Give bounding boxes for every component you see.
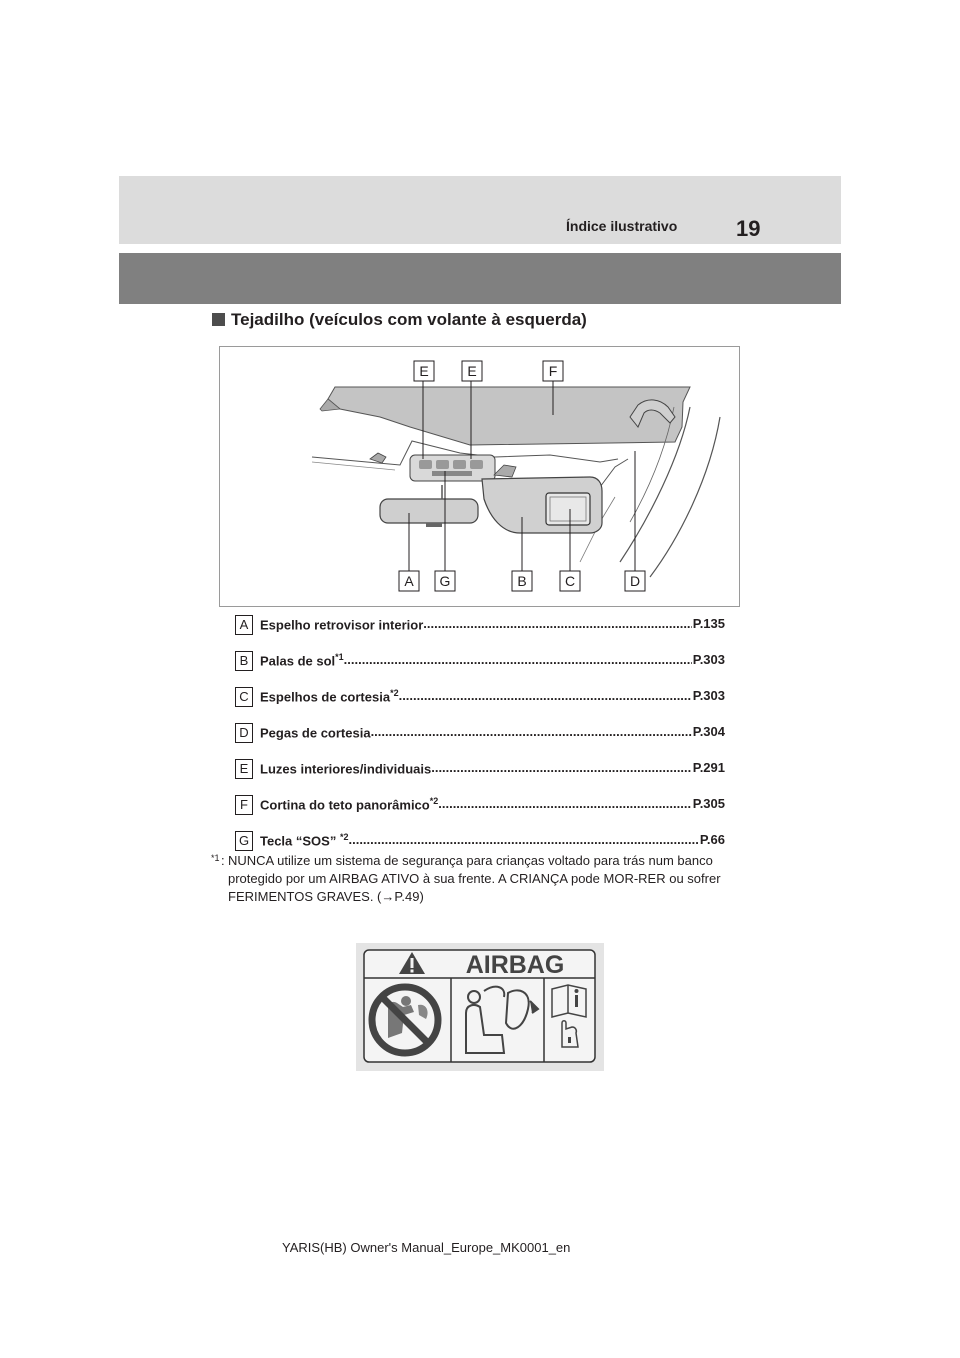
legend-label-text: Luzes interiores/individuais [260,761,432,777]
legend-sup: *2 [429,796,439,806]
airbag-title: AIRBAG [465,951,565,979]
leader-dots [371,724,692,740]
page-ref-link[interactable]: P.303 [692,688,725,703]
legend-sup: *2 [390,688,399,698]
legend-label-text: Pegas de cortesia [260,725,371,741]
section-title: Índice ilustrativo [566,218,678,234]
legend-label-text: Espelhos de cortesia [260,689,391,705]
legend-sup: *1 [335,652,344,662]
square-bullet-icon [212,313,225,326]
page-number: 19 [736,216,761,241]
legend-label [260,652,344,668]
callout-label-b: B [517,573,527,589]
legend-letter: G [235,831,253,851]
legend-label-text: Espelho retrovisor interior [260,617,424,633]
rear-view-mirror-drawing [380,499,478,523]
legend-letter: E [235,759,253,779]
airbag-warning-label [356,943,604,1071]
leader-dots [438,796,691,812]
legend-label-text: Tecla “SOS” [260,833,340,849]
footnote [211,852,741,906]
footer-text: YARIS(HB) Owner's Manual_Europe_MK0001_en [282,1240,571,1255]
section-heading [212,310,587,330]
legend-sup: *2 [339,832,349,842]
callout-label-g: G [439,573,451,589]
legend-label [260,760,431,776]
legend-label [260,832,348,848]
legend-row-g [235,830,725,852]
callout-label-f: F [548,363,558,379]
legend-entry [260,652,725,668]
legend-label-text: Palas de sol [260,653,336,669]
legend-entry [260,760,725,776]
page-ref-link[interactable]: P.66 [699,832,725,847]
airbag-label-drawing [356,943,604,1071]
legend-letter: F [235,795,253,815]
header-dark-band [119,253,841,304]
legend-label [260,724,371,740]
legend-entry [260,832,725,848]
leader-dots [348,832,698,848]
legend-entry [260,796,725,812]
legend-label [260,796,438,812]
legend-letter: A [235,615,253,635]
header-band [119,176,841,244]
legend-row-d [235,722,725,744]
legend-row-a [235,614,725,636]
page-ref-link[interactable]: P.304 [692,724,725,739]
vanity-mirror-drawing [546,493,590,525]
legend-label-text: Cortina do teto panorâmico [260,797,430,813]
page-ref-link[interactable]: P.305 [692,796,725,811]
legend-entry [260,724,725,740]
callout-label-e2: E [467,363,477,379]
leader-dots [423,616,691,632]
legend-letter: C [235,687,253,707]
callout-label-e1: E [419,363,429,379]
footnote-text: NUNCA utilize um sistema de segurança para crianças voltado para trás num banco protegido por um AIRBAG ATIVO à sua frente. A CRIANÇA pode MOR-RER ou sofrer FERIMENTOS GRAVES. (→P.49) [228,853,721,904]
page-ref-link[interactable]: P.135 [692,616,725,631]
callout-label-d: D [629,573,641,589]
legend-letter: D [235,723,253,743]
leader-dots [431,760,691,776]
roof-drawing [220,347,740,607]
roof-illustration [219,346,740,607]
legend-row-b [235,650,725,672]
legend-entry [260,616,725,632]
legend-letter: B [235,651,253,671]
footnote-mark: *1 [211,853,220,863]
legend-row-e [235,758,725,780]
legend-row-f [235,794,725,816]
legend-entry [260,688,725,704]
legend-label [260,688,399,704]
leader-dots [399,688,692,704]
page-ref-link[interactable]: P.303 [692,652,725,667]
section-heading-text: Tejadilho (veículos com volante à esquerda) [231,310,587,329]
legend-row-c [235,686,725,708]
legend-label [260,616,423,632]
callout-label-c: C [564,573,576,589]
leader-dots [344,652,692,668]
callout-label-a: A [404,573,414,589]
page-ref-link[interactable]: P.291 [692,760,725,775]
footnote-colon: : [221,853,225,868]
